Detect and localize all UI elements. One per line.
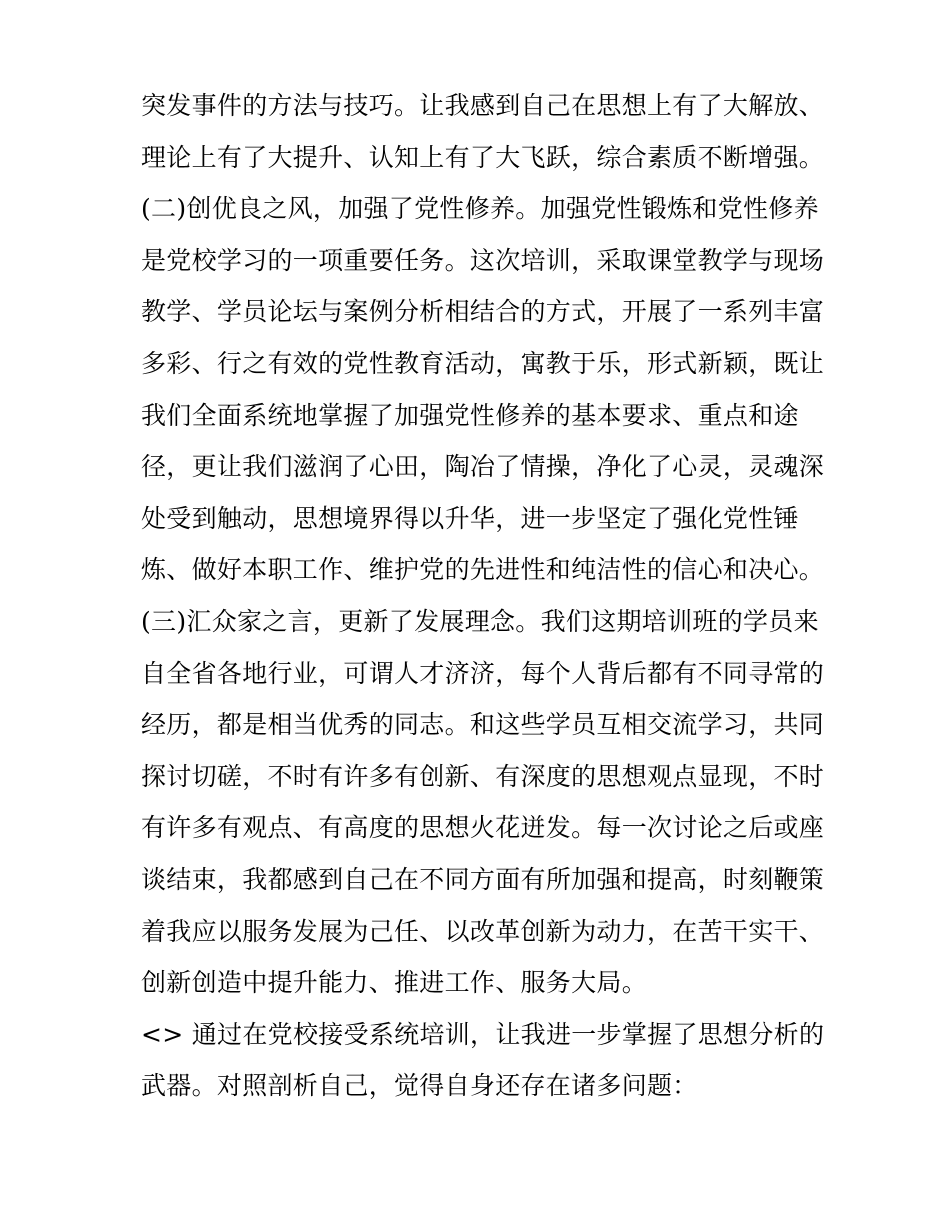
text-line-13: 经历，都是相当优秀的同志。和这些学员互相交流学习，共同 — [141, 710, 825, 740]
text-line-14: 探讨切磋，不时有许多有创新、有深度的思想观点显现，不时 — [141, 761, 825, 791]
text-line-4: 是党校学习的一项重要任务。这次培训，采取课堂教学与现场 — [141, 245, 825, 275]
text-line-11: (三)汇众家之言，更新了发展理念。我们这期培训班的学员来 — [141, 606, 819, 636]
text-line-16: 谈结束，我都感到自己在不同方面有所加强和提高，时刻鞭策 — [141, 864, 825, 894]
text-line-1: 突发事件的方法与技巧。让我感到自己在思想上有了大解放、 — [141, 91, 825, 120]
text-line-7: 我们全面系统地掌握了加强党性修养的基本要求、重点和途 — [141, 400, 799, 430]
text-line-2: 理论上有了大提升、认知上有了大飞跃，综合素质不断增强。 — [141, 142, 825, 172]
text-line-19: <> 通过在党校接受系统培训，让我进一步掌握了思想分析的 — [141, 1019, 825, 1049]
text-line-17: 着我应以服务发展为己任、以改革创新为动力，在苦干实干、 — [141, 916, 825, 946]
text-line-6: 多彩、行之有效的党性教育活动，寓教于乐，形式新颖，既让 — [141, 348, 825, 378]
text-line-15: 有许多有观点、有高度的思想火花迸发。每一次讨论之后或座 — [141, 813, 825, 843]
text-line-10: 炼、做好本职工作、维护党的先进性和纯洁性的信心和决心。 — [141, 555, 825, 585]
text-line-5: 教学、学员论坛与案例分析相结合的方式，开展了一系列丰富 — [141, 297, 825, 327]
text-line-20: 武器。对照剖析自己，觉得自身还存在诸多问题： — [141, 1071, 698, 1101]
text-line-12: 自全省各地行业，可谓人才济济，每个人背后都有不同寻常的 — [141, 658, 825, 688]
text-line-8: 径，更让我们滋润了心田，陶冶了情操，净化了心灵，灵魂深 — [141, 452, 825, 482]
text-line-18: 创新创造中提升能力、推进工作、服务大局。 — [141, 968, 648, 998]
text-line-3: (二)创优良之风，加强了党性修养。加强党性锻炼和党性修养 — [141, 194, 819, 224]
body-text — [141, 80, 841, 1112]
text-line-9: 处受到触动，思想境界得以升华，进一步坚定了强化党性锤 — [141, 503, 799, 533]
